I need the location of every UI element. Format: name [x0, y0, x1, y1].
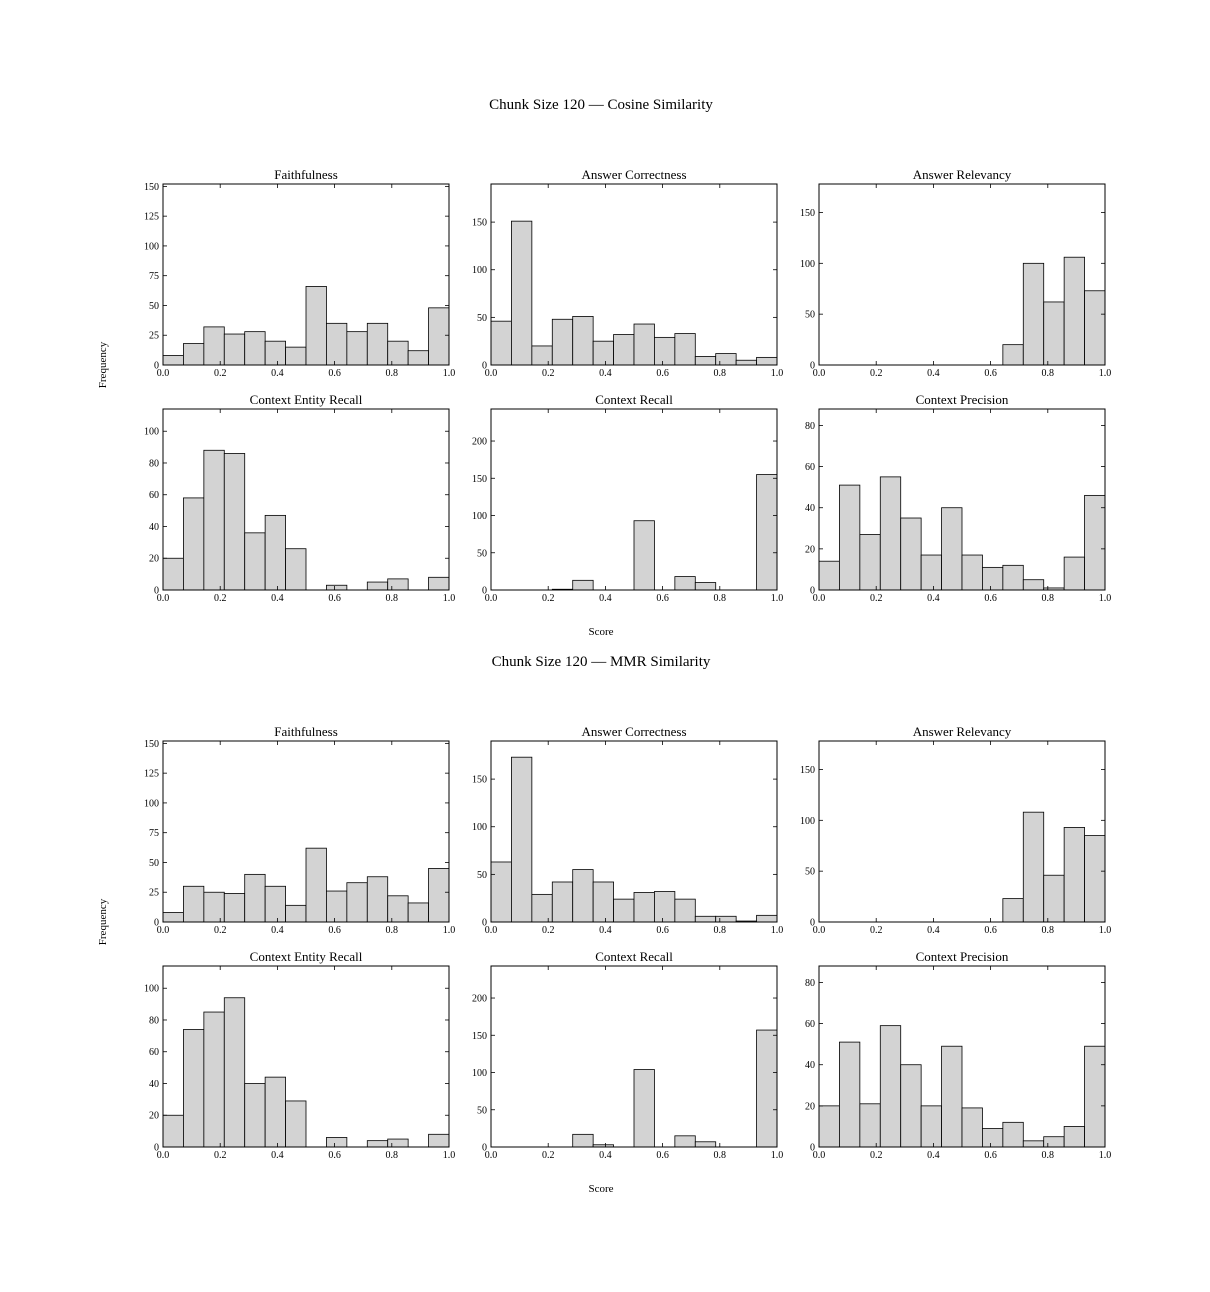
histogram-bar [695, 916, 715, 922]
histogram-bar [286, 905, 306, 922]
x-tick-label: 0.0 [484, 925, 498, 936]
x-tick-label: 0.6 [656, 593, 669, 604]
histogram-bar [265, 1077, 285, 1147]
x-tick-label: 0.6 [984, 925, 997, 936]
y-tick-label: 150 [472, 774, 487, 786]
histogram-bar [901, 518, 921, 590]
histogram-bar [429, 1134, 449, 1147]
histogram-bar [1085, 1046, 1105, 1147]
y-tick-label: 80 [149, 458, 159, 470]
subplot-title: Answer Correctness [581, 167, 687, 182]
x-tick-label: 0.2 [541, 593, 555, 604]
y-tick-label: 25 [149, 887, 159, 899]
x-tick-label: 1.0 [1098, 1150, 1112, 1161]
y-tick-label: 40 [805, 1060, 815, 1072]
y-tick-label: 150 [144, 738, 159, 750]
histogram-bar [942, 1046, 962, 1147]
histogram-bar [573, 316, 593, 365]
x-tick-label: 0.0 [156, 1150, 170, 1161]
histogram-bar [286, 549, 306, 590]
x-tick-label: 0.4 [271, 1150, 284, 1161]
x-tick-label: 0.8 [385, 1150, 399, 1161]
x-tick-label: 0.8 [713, 1150, 727, 1161]
x-tick-label: 0.8 [1041, 368, 1055, 379]
histogram-bar [695, 583, 715, 590]
y-tick-label: 100 [472, 511, 487, 523]
x-tick-label: 0.4 [927, 368, 940, 379]
x-tick-label: 0.2 [213, 368, 227, 379]
histogram-bar [163, 558, 183, 590]
y-tick-label: 80 [805, 977, 815, 989]
histogram-bar [245, 1083, 265, 1147]
figure-title: Chunk Size 120 — MMR Similarity [491, 654, 711, 670]
subplot-title: Faithfulness [274, 724, 338, 739]
y-tick-label: 0 [154, 360, 159, 372]
histogram-bar [245, 533, 265, 590]
x-tick-label: 1.0 [1098, 925, 1112, 936]
x-tick-label: 0.4 [271, 593, 284, 604]
histogram-bar [347, 883, 367, 922]
histogram-bar [388, 341, 408, 365]
histogram-bar [675, 1136, 695, 1147]
y-tick-label: 0 [810, 360, 815, 372]
x-tick-label: 1.0 [1098, 593, 1112, 604]
histogram-bar [901, 1065, 921, 1147]
histogram-bar [1064, 557, 1084, 590]
y-tick-label: 80 [805, 420, 815, 432]
histogram-bar [921, 1106, 941, 1147]
histogram-bar [921, 555, 941, 590]
x-tick-label: 0.4 [599, 593, 612, 604]
histogram-bar [183, 886, 203, 922]
x-tick-label: 0.0 [484, 1150, 498, 1161]
x-tick-label: 0.0 [484, 593, 498, 604]
y-axis-label: Frequency [97, 898, 109, 946]
x-tick-label: 1.0 [442, 1150, 456, 1161]
histogram-bar [245, 332, 265, 365]
y-tick-label: 40 [805, 503, 815, 515]
subplot-context-entity-recall [144, 949, 455, 1161]
x-tick-label: 1.0 [442, 925, 456, 936]
y-tick-label: 0 [482, 917, 487, 929]
x-tick-label: 0.0 [156, 368, 170, 379]
x-tick-label: 0.2 [869, 1150, 883, 1161]
x-tick-label: 0.4 [599, 925, 612, 936]
x-tick-label: 0.0 [484, 368, 498, 379]
x-tick-label: 0.6 [656, 925, 669, 936]
histogram-bar [614, 335, 634, 365]
x-tick-label: 0.0 [812, 368, 826, 379]
x-tick-label: 0.8 [713, 593, 727, 604]
histogram-bar [942, 508, 962, 590]
y-tick-label: 0 [810, 917, 815, 929]
histogram-bar [860, 1104, 880, 1147]
histogram-bar [367, 582, 387, 590]
histogram-bar [819, 561, 839, 590]
histogram-bar [675, 334, 695, 365]
histogram-bar [1003, 345, 1023, 365]
subplot-title: Answer Correctness [581, 724, 687, 739]
y-tick-label: 60 [805, 1019, 815, 1031]
x-tick-label: 1.0 [770, 925, 784, 936]
histogram-bar [1044, 302, 1064, 365]
histogram-bar [573, 580, 593, 590]
x-tick-label: 0.4 [927, 1150, 940, 1161]
y-tick-label: 150 [800, 764, 815, 776]
histogram-bar [224, 893, 244, 922]
y-tick-label: 100 [144, 426, 159, 438]
histogram-bar [634, 892, 654, 922]
histogram-bar [593, 341, 613, 365]
x-tick-label: 0.6 [656, 368, 669, 379]
y-tick-label: 200 [472, 436, 487, 448]
x-tick-label: 0.6 [656, 1150, 669, 1161]
histogram-bar [1003, 1122, 1023, 1147]
y-tick-label: 50 [477, 1105, 487, 1117]
subplot-faithfulness [144, 167, 455, 379]
histogram-bar [1023, 1141, 1043, 1147]
y-tick-label: 75 [149, 828, 159, 840]
subplot-title: Context Recall [595, 392, 673, 407]
histogram-bar [286, 1101, 306, 1147]
histogram-bar [245, 874, 265, 922]
y-tick-label: 60 [149, 490, 159, 502]
histogram-bar [491, 862, 511, 922]
x-tick-label: 1.0 [1098, 368, 1112, 379]
x-tick-label: 0.8 [385, 925, 399, 936]
histogram-bar [306, 848, 326, 922]
histogram-bar [695, 1142, 715, 1147]
histogram-bar [204, 892, 224, 922]
subplot-context-recall [472, 949, 783, 1161]
x-tick-label: 0.8 [1041, 1150, 1055, 1161]
y-tick-label: 50 [149, 857, 159, 869]
histogram-bar [839, 1042, 859, 1147]
histogram-bar [654, 337, 674, 365]
histogram-bar [1064, 1126, 1084, 1147]
histogram-bar [265, 341, 285, 365]
histogram-bar [532, 894, 552, 922]
histogram-bar [819, 1106, 839, 1147]
histogram-bar [860, 534, 880, 590]
histogram-bar [573, 870, 593, 922]
y-tick-label: 125 [144, 211, 159, 223]
y-tick-label: 0 [482, 1142, 487, 1154]
y-tick-label: 0 [810, 585, 815, 597]
y-tick-label: 60 [805, 462, 815, 474]
histogram-bar [1085, 495, 1105, 590]
x-tick-label: 1.0 [442, 593, 456, 604]
histogram-bar [1044, 875, 1064, 922]
histogram-bar [265, 886, 285, 922]
y-tick-label: 25 [149, 330, 159, 342]
x-tick-label: 0.2 [869, 925, 883, 936]
histogram-bar [1044, 1137, 1064, 1147]
subplot-answer-relevancy [800, 724, 1111, 936]
histogram-bar [614, 899, 634, 922]
histogram-bar [552, 319, 572, 365]
x-tick-label: 0.6 [328, 1150, 341, 1161]
histogram-bar [204, 327, 224, 365]
histogram-bar [388, 1139, 408, 1147]
y-tick-label: 0 [154, 585, 159, 597]
x-tick-label: 0.0 [812, 593, 826, 604]
histogram-bar [1023, 263, 1043, 365]
y-tick-label: 50 [805, 866, 815, 878]
histogram-bar [224, 453, 244, 590]
y-tick-label: 50 [149, 300, 159, 312]
y-axis-label: Frequency [97, 341, 109, 389]
y-tick-label: 100 [144, 798, 159, 810]
histogram-bar [1064, 257, 1084, 365]
histogram-bar [163, 912, 183, 922]
x-tick-label: 0.8 [713, 368, 727, 379]
histogram-bar [695, 356, 715, 365]
histogram-bar [511, 757, 531, 922]
y-tick-label: 100 [472, 822, 487, 834]
histogram-bar [573, 1134, 593, 1147]
subplot-title: Context Entity Recall [249, 392, 363, 407]
y-tick-label: 150 [472, 1030, 487, 1042]
x-tick-label: 1.0 [770, 1150, 784, 1161]
histogram-bar [429, 308, 449, 365]
y-tick-label: 60 [149, 1047, 159, 1059]
figure-title: Chunk Size 120 — Cosine Similarity [489, 97, 713, 113]
subplot-title: Context Entity Recall [249, 949, 363, 964]
y-tick-label: 50 [805, 309, 815, 321]
histogram-bar [839, 485, 859, 590]
histogram-bar [224, 998, 244, 1147]
y-tick-label: 50 [477, 869, 487, 881]
histogram-bar [1003, 565, 1023, 590]
histogram-bar [367, 1141, 387, 1147]
x-tick-label: 0.6 [328, 593, 341, 604]
histogram-bar [408, 903, 428, 922]
y-tick-label: 40 [149, 1078, 159, 1090]
histogram-bar [634, 324, 654, 365]
histogram-bar [163, 355, 183, 365]
y-tick-label: 150 [144, 181, 159, 193]
y-tick-label: 0 [154, 917, 159, 929]
histogram-bar [880, 477, 900, 590]
histogram-bar [491, 321, 511, 365]
histogram-bar [367, 323, 387, 365]
histogram-bar [552, 882, 572, 922]
x-tick-label: 0.2 [213, 925, 227, 936]
y-tick-label: 0 [482, 585, 487, 597]
histogram-bar [634, 521, 654, 590]
histogram-bar [183, 1030, 203, 1147]
histogram-bar [326, 891, 346, 922]
x-tick-label: 0.8 [1041, 925, 1055, 936]
x-tick-label: 0.8 [713, 925, 727, 936]
x-tick-label: 1.0 [770, 368, 784, 379]
subplot-answer-correctness [472, 167, 783, 379]
histogram-bar [183, 344, 203, 365]
x-tick-label: 0.4 [271, 925, 284, 936]
x-tick-label: 0.2 [541, 925, 555, 936]
histogram-bar [1003, 899, 1023, 922]
x-tick-label: 0.2 [869, 368, 883, 379]
y-tick-label: 150 [800, 207, 815, 219]
subplot-title: Context Precision [915, 949, 1009, 964]
x-tick-label: 0.4 [271, 368, 284, 379]
histogram-bar [224, 334, 244, 365]
histogram-bar [716, 354, 736, 365]
histogram-bar [367, 877, 387, 922]
histogram-bar [716, 916, 736, 922]
y-tick-label: 100 [144, 983, 159, 995]
x-tick-label: 0.2 [541, 368, 555, 379]
histogram-bar [1023, 580, 1043, 590]
x-tick-label: 0.0 [812, 925, 826, 936]
y-tick-label: 20 [149, 553, 159, 565]
x-tick-label: 0.8 [385, 593, 399, 604]
x-axis-label: Score [588, 626, 614, 638]
subplot-answer-correctness [472, 724, 783, 936]
histogram-bar [326, 1137, 346, 1147]
x-tick-label: 0.8 [385, 368, 399, 379]
y-tick-label: 100 [144, 241, 159, 253]
histogram-bar [326, 323, 346, 365]
histogram-bar [388, 896, 408, 922]
x-tick-label: 0.2 [869, 593, 883, 604]
histogram-bar [1085, 291, 1105, 365]
x-tick-label: 0.6 [984, 1150, 997, 1161]
x-tick-label: 0.0 [812, 1150, 826, 1161]
y-tick-label: 0 [810, 1142, 815, 1154]
y-tick-label: 100 [472, 265, 487, 277]
y-tick-label: 0 [482, 360, 487, 372]
histogram-bar [429, 868, 449, 922]
subplot-title: Answer Relevancy [912, 167, 1012, 182]
x-tick-label: 0.0 [156, 593, 170, 604]
histogram-bar [1085, 836, 1105, 922]
histogram-bar [736, 360, 756, 365]
x-tick-label: 0.6 [328, 925, 341, 936]
histogram-bar [757, 1030, 777, 1147]
y-tick-label: 50 [477, 548, 487, 560]
histogram-bar [982, 567, 1002, 590]
histogram-bar [1064, 827, 1084, 922]
histogram-bar [286, 347, 306, 365]
histogram-bar [163, 1115, 183, 1147]
y-tick-label: 150 [472, 217, 487, 229]
x-tick-label: 0.6 [984, 368, 997, 379]
y-tick-label: 200 [472, 993, 487, 1005]
histogram-bar [593, 882, 613, 922]
subplot-title: Answer Relevancy [912, 724, 1012, 739]
mmr-figure-group [97, 654, 1111, 1195]
histogram-bar [326, 585, 346, 590]
y-tick-label: 75 [149, 271, 159, 283]
y-tick-label: 20 [805, 1101, 815, 1113]
y-tick-label: 125 [144, 768, 159, 780]
cosine-figure-group [97, 97, 1111, 638]
x-tick-label: 0.6 [328, 368, 341, 379]
histogram-bar [757, 915, 777, 922]
subplot-context-precision [805, 949, 1111, 1161]
x-tick-label: 0.0 [156, 925, 170, 936]
histogram-bar [204, 1012, 224, 1147]
histogram-bar [532, 346, 552, 365]
y-tick-label: 100 [472, 1068, 487, 1080]
y-tick-label: 150 [472, 473, 487, 485]
y-tick-label: 40 [149, 521, 159, 533]
x-tick-label: 1.0 [770, 593, 784, 604]
x-tick-label: 0.8 [1041, 593, 1055, 604]
y-tick-label: 100 [800, 258, 815, 270]
subplot-title: Context Precision [915, 392, 1009, 407]
subplot-title: Faithfulness [274, 167, 338, 182]
histogram-bar [204, 450, 224, 590]
histogram-bar [306, 286, 326, 365]
histogram-bar [654, 892, 674, 922]
subplot-context-precision [805, 392, 1111, 604]
x-tick-label: 0.4 [927, 593, 940, 604]
subplot-answer-relevancy [800, 167, 1111, 379]
histogram-bar [265, 515, 285, 590]
x-tick-label: 0.4 [927, 925, 940, 936]
histogram-bar [675, 899, 695, 922]
x-tick-label: 0.2 [213, 593, 227, 604]
y-tick-label: 80 [149, 1015, 159, 1027]
x-axis-label: Score [588, 1183, 614, 1195]
x-tick-label: 0.2 [213, 1150, 227, 1161]
histogram-bar [183, 498, 203, 590]
subplot-context-entity-recall [144, 392, 455, 604]
x-tick-label: 0.4 [599, 368, 612, 379]
subplot-context-recall [472, 392, 783, 604]
x-tick-label: 0.6 [984, 593, 997, 604]
histogram-bar [982, 1128, 1002, 1147]
histogram-bar [388, 579, 408, 590]
x-tick-label: 0.2 [541, 1150, 555, 1161]
subplot-title: Context Recall [595, 949, 673, 964]
histogram-bar [511, 221, 531, 365]
x-tick-label: 0.4 [599, 1150, 612, 1161]
histogram-bar [408, 351, 428, 365]
histogram-bar [1023, 812, 1043, 922]
histogram-bar [962, 555, 982, 590]
histogram-bar [757, 475, 777, 590]
histogram-bar [675, 577, 695, 590]
histogram-bar [429, 577, 449, 590]
y-tick-label: 50 [477, 312, 487, 324]
y-tick-label: 20 [149, 1110, 159, 1122]
histogram-bar [962, 1108, 982, 1147]
histogram-bar [757, 357, 777, 365]
x-tick-label: 1.0 [442, 368, 456, 379]
subplot-faithfulness [144, 724, 455, 936]
y-tick-label: 20 [805, 544, 815, 556]
y-tick-label: 100 [800, 815, 815, 827]
histogram-bar [634, 1070, 654, 1147]
y-tick-label: 0 [154, 1142, 159, 1154]
histogram-bar [347, 332, 367, 365]
histogram-bar [880, 1026, 900, 1147]
